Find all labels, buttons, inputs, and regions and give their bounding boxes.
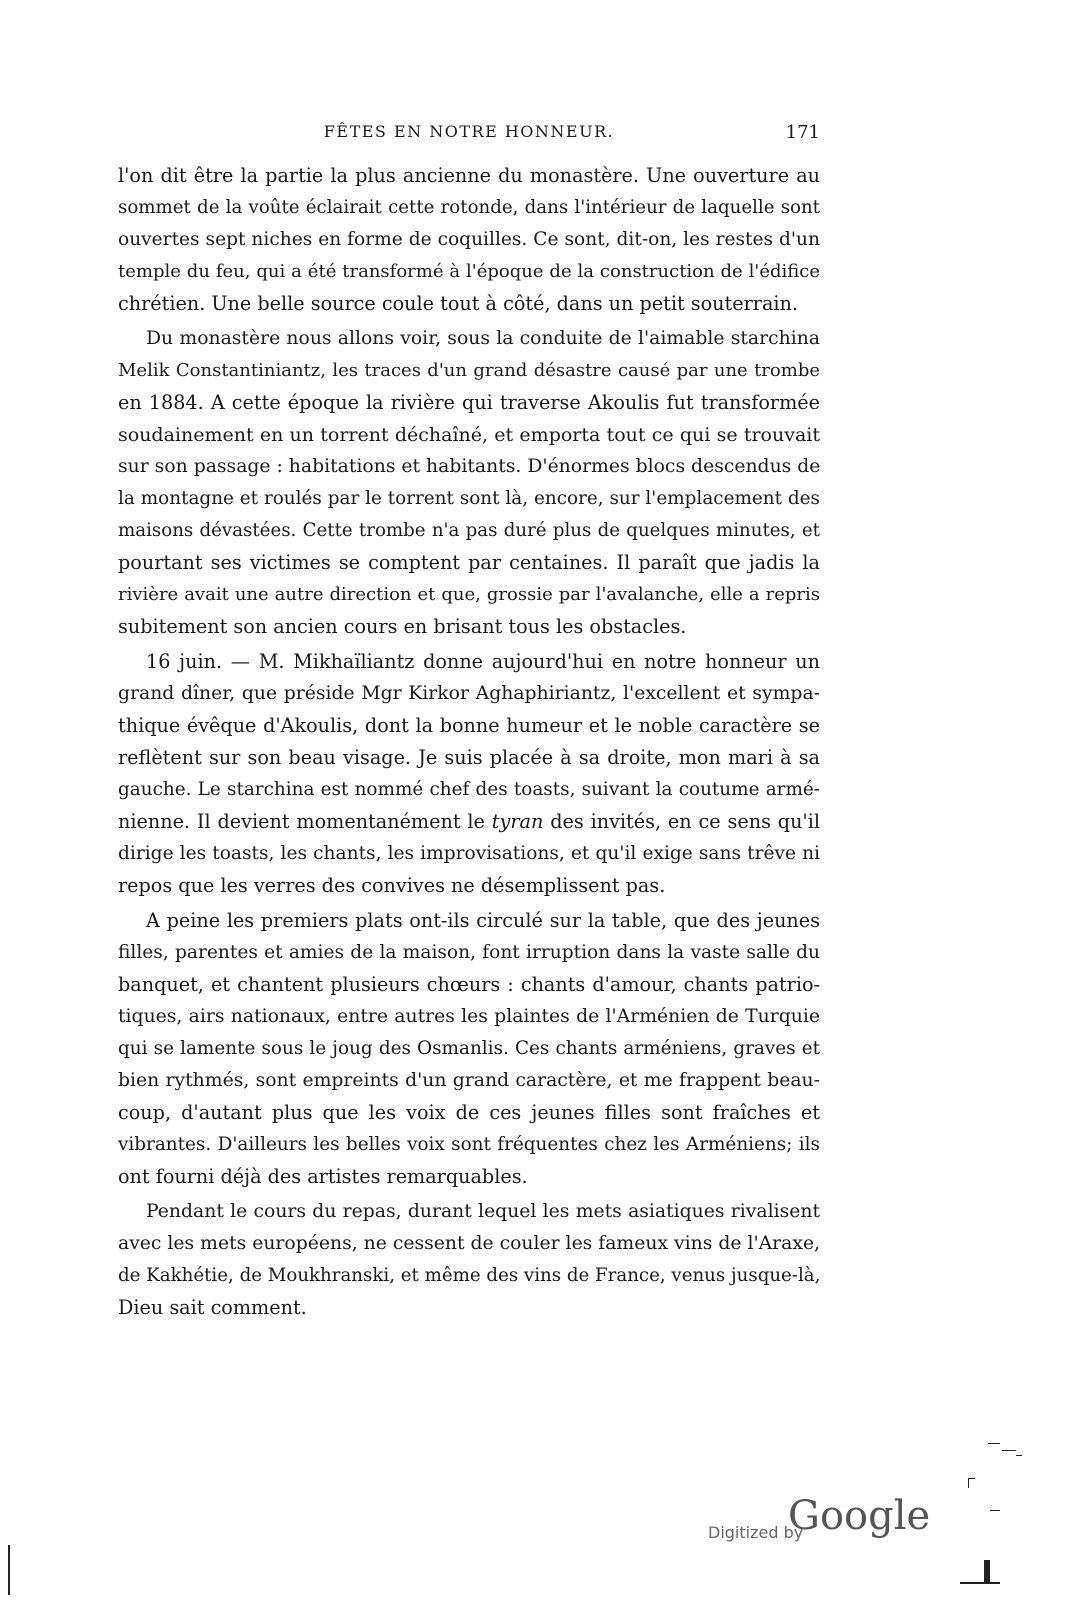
text-line: repos que les verres des convives ne désemplissent pas. — [118, 874, 666, 897]
italic-word: tyran — [491, 810, 544, 833]
text-segment: des invités, en ce sens qu'il — [543, 810, 820, 833]
watermark-digitized-text: Digitized by — [708, 1523, 804, 1542]
scan-speck — [988, 1443, 1000, 1444]
paragraph-5 — [118, 1196, 820, 1324]
text-line: dirige les toasts, les chants, les improvisations, et qu'il exige sans trêve ni — [118, 843, 820, 864]
text-line: pourtant ses victimes se comptent par centaines. Il paraît que jadis la — [118, 551, 820, 574]
text-line: l'on dit être la partie la plus ancienne du monastère. Une ouverture au — [118, 164, 820, 187]
text-line: filles, parentes et amies de la maison, font irruption dans la vaste salle du — [118, 942, 820, 963]
scan-speck — [1016, 1455, 1022, 1456]
page-number: 171 — [785, 122, 820, 143]
scan-mark — [8, 1545, 10, 1595]
text-line: reflètent sur son beau visage. Je suis placée à sa droite, mon mari à sa — [118, 746, 820, 769]
text-line: bien rythmés, sont empreints d'un grand caractère, et me frappent beau- — [118, 1070, 820, 1091]
text-line: temple du feu, qui a été transformé à l'époque de la construction de l'édifice — [118, 261, 820, 282]
text-line: sur son passage : habitations et habitants. D'énormes blocs descendus de — [118, 456, 821, 477]
scan-speck — [990, 1510, 1000, 1511]
text-line: Dieu sait comment. — [118, 1296, 307, 1319]
text-line: tiques, airs nationaux, entre autres les plaintes de l'Arménien de Turquie — [118, 1006, 820, 1027]
text-line: ouvertes sept niches en forme de coquilles. Ce sont, dit-on, les restes d'un — [118, 229, 820, 250]
scan-speck — [968, 1478, 969, 1488]
text-line: banquet, et chantent plusieurs chœurs : chants d'amour, chants patrio- — [118, 973, 820, 996]
text-line: ont fourni déjà des artistes remarquables. — [118, 1165, 528, 1188]
text-line: en 1884. A cette époque la rivière qui traverse Akoulis fut transformée — [118, 391, 820, 414]
scan-speck — [960, 1582, 1000, 1584]
text-line: gauche. Le starchina est nommé chef des toasts, suivant la coutume armé- — [118, 779, 820, 800]
text-line: avec les mets européens, ne cessent de couler les fameux vins de l'Araxe, — [118, 1233, 821, 1254]
text-line: Melik Constantiniantz, les traces d'un grand désastre causé par une trombe — [118, 360, 820, 381]
text-line: de Kakhétie, de Moukhranski, et même des vins de France, venus jusque-là, — [118, 1265, 821, 1286]
paragraph-3 — [118, 646, 820, 902]
text-line: Du monastère nous allons voir, sous la conduite de l'aimable starchina — [146, 328, 820, 349]
text-line: coup, d'autant plus que les voix de ces jeunes filles sont fraîches et — [118, 1101, 820, 1124]
paragraph-4 — [118, 905, 820, 1193]
scan-speck — [984, 1560, 990, 1582]
google-logo: Google — [788, 1493, 931, 1539]
text-line: chrétien. Une belle source coule tout à côté, dans un petit souterrain. — [118, 292, 798, 315]
text-line: grand dîner, que préside Mgr Kirkor Aghaphiriantz, l'excellent et sympa- — [118, 683, 820, 704]
paragraph-2 — [118, 323, 820, 643]
scan-speck — [1002, 1450, 1016, 1451]
digitized-by-google-watermark — [708, 1493, 938, 1553]
scan-speck — [968, 1478, 975, 1479]
text-line: subitement son ancien cours en brisant tous les obstacles. — [118, 615, 687, 638]
text-line: 16 juin. — M. Mikhaïliantz donne aujourd'hui en notre honneur un — [146, 650, 820, 673]
text-line: rivière avait une autre direction et que, grossie par l'avalanche, elle a repris — [118, 584, 820, 605]
running-head — [118, 122, 820, 152]
text-line: A peine les premiers plats ont-ils circulé sur la table, que des jeunes — [146, 909, 820, 932]
text-line: vibrantes. D'ailleurs les belles voix sont fréquentes chez les Arméniens; ils — [118, 1134, 820, 1155]
running-title: FÊTES EN NOTRE HONNEUR. — [323, 122, 615, 141]
text-line: soudainement en un torrent déchaîné, et emporta tout ce qui se trouvait — [118, 424, 820, 446]
paragraph-1 — [118, 160, 820, 320]
text-line-with-italic — [118, 806, 820, 838]
text-line: qui se lamente sous le joug des Osmanlis. Ces chants arméniens, graves et — [118, 1038, 820, 1059]
text-line: sommet de la voûte éclairait cette rotonde, dans l'intérieur de laquelle sont — [118, 197, 820, 218]
text-line: la montagne et roulés par le torrent sont là, encore, sur l'emplacement des — [118, 488, 820, 509]
text-segment: nienne. Il devient momentanément le — [118, 810, 492, 833]
text-line: thique évêque d'Akoulis, dont la bonne humeur et le noble caractère se — [118, 714, 820, 737]
text-line: maisons dévastées. Cette trombe n'a pas duré plus de quelques minutes, et — [118, 520, 820, 541]
text-line: Pendant le cours du repas, durant lequel les mets asiatiques rivalisent — [146, 1201, 820, 1222]
body-text — [118, 160, 820, 1324]
